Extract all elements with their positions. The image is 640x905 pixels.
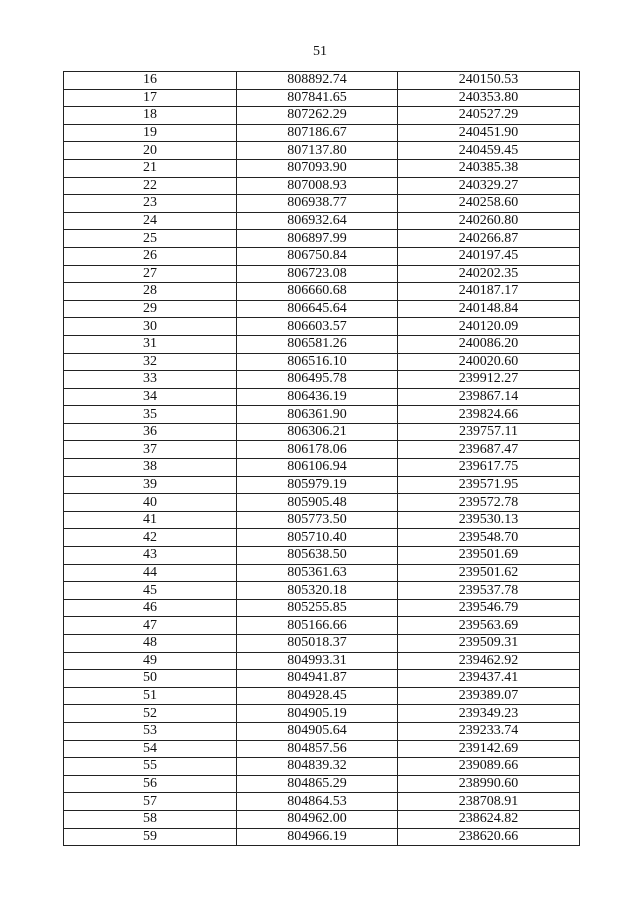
x-coordinate-cell: 807093.90: [237, 159, 398, 177]
point-number-cell: 55: [64, 758, 237, 776]
x-coordinate-cell: 806581.26: [237, 335, 398, 353]
point-number-cell: 53: [64, 722, 237, 740]
table-row: [64, 793, 580, 811]
y-coordinate-cell: 240202.35: [398, 265, 580, 283]
x-coordinate-cell: 804905.19: [237, 705, 398, 723]
table-row: [64, 318, 580, 336]
y-coordinate-cell: 240266.87: [398, 230, 580, 248]
table-row: [64, 687, 580, 705]
table-row: [64, 89, 580, 107]
x-coordinate-cell: 804962.00: [237, 810, 398, 828]
point-number-cell: 50: [64, 670, 237, 688]
table-row: [64, 652, 580, 670]
point-number-cell: 38: [64, 459, 237, 477]
x-coordinate-cell: 806897.99: [237, 230, 398, 248]
page-number: 51: [313, 44, 327, 59]
x-coordinate-cell: 804966.19: [237, 828, 398, 846]
x-coordinate-cell: 806603.57: [237, 318, 398, 336]
x-coordinate-cell: 806361.90: [237, 406, 398, 424]
y-coordinate-cell: 240020.60: [398, 353, 580, 371]
point-number-cell: 58: [64, 810, 237, 828]
x-coordinate-cell: 807137.80: [237, 142, 398, 160]
point-number-cell: 39: [64, 476, 237, 494]
x-coordinate-cell: 805710.40: [237, 529, 398, 547]
table-row: [64, 722, 580, 740]
x-coordinate-cell: 805166.66: [237, 617, 398, 635]
y-coordinate-cell: 239572.78: [398, 494, 580, 512]
point-number-cell: 35: [64, 406, 237, 424]
coordinates-table-body: [64, 72, 580, 846]
y-coordinate-cell: 240353.80: [398, 89, 580, 107]
x-coordinate-cell: 804941.87: [237, 670, 398, 688]
point-number-cell: 24: [64, 212, 237, 230]
x-coordinate-cell: 806178.06: [237, 441, 398, 459]
table-row: [64, 810, 580, 828]
table-row: [64, 353, 580, 371]
x-coordinate-cell: 806723.08: [237, 265, 398, 283]
y-coordinate-cell: 240120.09: [398, 318, 580, 336]
y-coordinate-cell: 240187.17: [398, 283, 580, 301]
table-row: [64, 142, 580, 160]
x-coordinate-cell: 805638.50: [237, 547, 398, 565]
y-coordinate-cell: 240148.84: [398, 300, 580, 318]
point-number-cell: 40: [64, 494, 237, 512]
y-coordinate-cell: 239501.69: [398, 547, 580, 565]
table-row: [64, 740, 580, 758]
point-number-cell: 23: [64, 195, 237, 213]
y-coordinate-cell: 240150.53: [398, 72, 580, 90]
x-coordinate-cell: 804905.64: [237, 722, 398, 740]
table-row: [64, 670, 580, 688]
y-coordinate-cell: 239867.14: [398, 388, 580, 406]
point-number-cell: 27: [64, 265, 237, 283]
table-row: [64, 582, 580, 600]
table-row: [64, 494, 580, 512]
y-coordinate-cell: 239389.07: [398, 687, 580, 705]
x-coordinate-cell: 805979.19: [237, 476, 398, 494]
y-coordinate-cell: 238624.82: [398, 810, 580, 828]
point-number-cell: 45: [64, 582, 237, 600]
table-row: [64, 758, 580, 776]
point-number-cell: 17: [64, 89, 237, 107]
y-coordinate-cell: 239462.92: [398, 652, 580, 670]
y-coordinate-cell: 239233.74: [398, 722, 580, 740]
x-coordinate-cell: 807008.93: [237, 177, 398, 195]
y-coordinate-cell: 238620.66: [398, 828, 580, 846]
table-row: [64, 599, 580, 617]
x-coordinate-cell: 806495.78: [237, 371, 398, 389]
table-row: [64, 72, 580, 90]
y-coordinate-cell: 240451.90: [398, 124, 580, 142]
point-number-cell: 19: [64, 124, 237, 142]
table-row: [64, 459, 580, 477]
x-coordinate-cell: 805320.18: [237, 582, 398, 600]
y-coordinate-cell: 239687.47: [398, 441, 580, 459]
point-number-cell: 51: [64, 687, 237, 705]
table-row: [64, 371, 580, 389]
table-row: [64, 775, 580, 793]
y-coordinate-cell: 239824.66: [398, 406, 580, 424]
point-number-cell: 18: [64, 107, 237, 125]
table-row: [64, 300, 580, 318]
point-number-cell: 20: [64, 142, 237, 160]
point-number-cell: 48: [64, 635, 237, 653]
x-coordinate-cell: 804839.32: [237, 758, 398, 776]
y-coordinate-cell: 239509.31: [398, 635, 580, 653]
table-row: [64, 124, 580, 142]
x-coordinate-cell: 805255.85: [237, 599, 398, 617]
table-row: [64, 511, 580, 529]
point-number-cell: 34: [64, 388, 237, 406]
y-coordinate-cell: 240258.60: [398, 195, 580, 213]
point-number-cell: 36: [64, 423, 237, 441]
x-coordinate-cell: 804993.31: [237, 652, 398, 670]
point-number-cell: 41: [64, 511, 237, 529]
x-coordinate-cell: 807186.67: [237, 124, 398, 142]
point-number-cell: 43: [64, 547, 237, 565]
x-coordinate-cell: 806306.21: [237, 423, 398, 441]
x-coordinate-cell: 806516.10: [237, 353, 398, 371]
table-row: [64, 423, 580, 441]
table-row: [64, 335, 580, 353]
y-coordinate-cell: 239571.95: [398, 476, 580, 494]
y-coordinate-cell: 239912.27: [398, 371, 580, 389]
y-coordinate-cell: 240260.80: [398, 212, 580, 230]
point-number-cell: 33: [64, 371, 237, 389]
table-row: [64, 476, 580, 494]
point-number-cell: 21: [64, 159, 237, 177]
y-coordinate-cell: 239548.70: [398, 529, 580, 547]
table-row: [64, 177, 580, 195]
point-number-cell: 59: [64, 828, 237, 846]
point-number-cell: 54: [64, 740, 237, 758]
y-coordinate-cell: 240329.27: [398, 177, 580, 195]
table-row: [64, 283, 580, 301]
y-coordinate-cell: 239142.69: [398, 740, 580, 758]
table-row: [64, 564, 580, 582]
table-row: [64, 529, 580, 547]
point-number-cell: 25: [64, 230, 237, 248]
x-coordinate-cell: 805361.63: [237, 564, 398, 582]
table-row: [64, 159, 580, 177]
x-coordinate-cell: 806436.19: [237, 388, 398, 406]
table-row: [64, 230, 580, 248]
y-coordinate-cell: 240385.38: [398, 159, 580, 177]
point-number-cell: 32: [64, 353, 237, 371]
x-coordinate-cell: 804928.45: [237, 687, 398, 705]
table-row: [64, 388, 580, 406]
y-coordinate-cell: 239530.13: [398, 511, 580, 529]
point-number-cell: 29: [64, 300, 237, 318]
y-coordinate-cell: 239501.62: [398, 564, 580, 582]
x-coordinate-cell: 807841.65: [237, 89, 398, 107]
point-number-cell: 46: [64, 599, 237, 617]
table-row: [64, 247, 580, 265]
point-number-cell: 47: [64, 617, 237, 635]
y-coordinate-cell: 240197.45: [398, 247, 580, 265]
table-row: [64, 406, 580, 424]
y-coordinate-cell: 238708.91: [398, 793, 580, 811]
x-coordinate-cell: 805773.50: [237, 511, 398, 529]
x-coordinate-cell: 804857.56: [237, 740, 398, 758]
y-coordinate-cell: 239757.11: [398, 423, 580, 441]
x-coordinate-cell: 804864.53: [237, 793, 398, 811]
x-coordinate-cell: 806660.68: [237, 283, 398, 301]
table-row: [64, 195, 580, 213]
x-coordinate-cell: 805905.48: [237, 494, 398, 512]
point-number-cell: 28: [64, 283, 237, 301]
point-number-cell: 22: [64, 177, 237, 195]
y-coordinate-cell: 240527.29: [398, 107, 580, 125]
point-number-cell: 57: [64, 793, 237, 811]
point-number-cell: 30: [64, 318, 237, 336]
y-coordinate-cell: 239089.66: [398, 758, 580, 776]
table-row: [64, 828, 580, 846]
x-coordinate-cell: 808892.74: [237, 72, 398, 90]
y-coordinate-cell: 239437.41: [398, 670, 580, 688]
table-row: [64, 635, 580, 653]
y-coordinate-cell: 240459.45: [398, 142, 580, 160]
point-number-cell: 44: [64, 564, 237, 582]
point-number-cell: 52: [64, 705, 237, 723]
table-row: [64, 212, 580, 230]
x-coordinate-cell: 807262.29: [237, 107, 398, 125]
point-number-cell: 49: [64, 652, 237, 670]
x-coordinate-cell: 806750.84: [237, 247, 398, 265]
table-row: [64, 441, 580, 459]
x-coordinate-cell: 806932.64: [237, 212, 398, 230]
y-coordinate-cell: 239617.75: [398, 459, 580, 477]
x-coordinate-cell: 806645.64: [237, 300, 398, 318]
x-coordinate-cell: 805018.37: [237, 635, 398, 653]
table-row: [64, 107, 580, 125]
y-coordinate-cell: 239537.78: [398, 582, 580, 600]
y-coordinate-cell: 239349.23: [398, 705, 580, 723]
coordinates-table: [63, 71, 580, 846]
x-coordinate-cell: 804865.29: [237, 775, 398, 793]
point-number-cell: 37: [64, 441, 237, 459]
y-coordinate-cell: 239563.69: [398, 617, 580, 635]
x-coordinate-cell: 806106.94: [237, 459, 398, 477]
table-row: [64, 617, 580, 635]
y-coordinate-cell: 240086.20: [398, 335, 580, 353]
table-row: [64, 547, 580, 565]
x-coordinate-cell: 806938.77: [237, 195, 398, 213]
point-number-cell: 42: [64, 529, 237, 547]
point-number-cell: 16: [64, 72, 237, 90]
table-row: [64, 705, 580, 723]
table-row: [64, 265, 580, 283]
point-number-cell: 26: [64, 247, 237, 265]
point-number-cell: 56: [64, 775, 237, 793]
point-number-cell: 31: [64, 335, 237, 353]
y-coordinate-cell: 239546.79: [398, 599, 580, 617]
y-coordinate-cell: 238990.60: [398, 775, 580, 793]
